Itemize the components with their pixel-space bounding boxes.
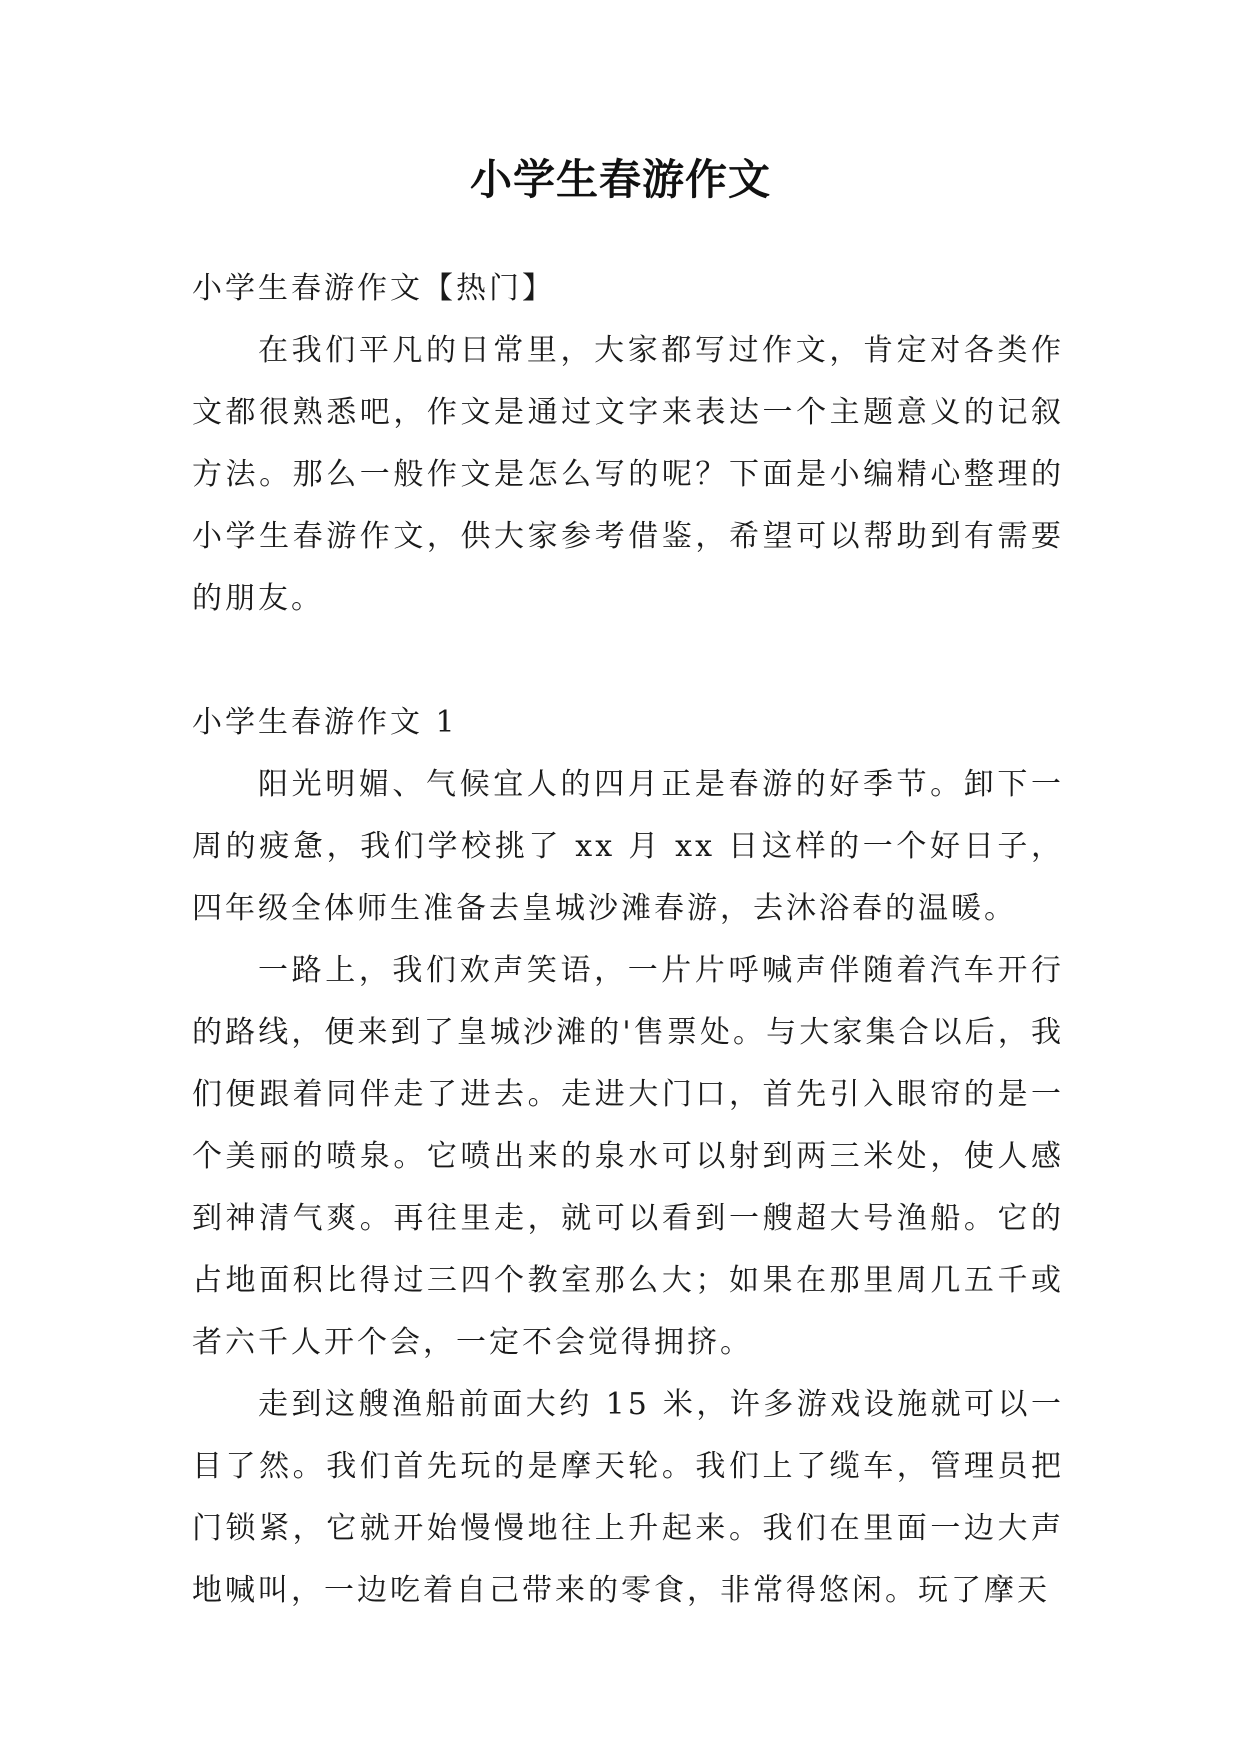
- section-heading: 小学生春游作文 1: [192, 705, 458, 740]
- document-subtitle: 小学生春游作文【热门】: [192, 271, 555, 306]
- document-title: 小学生春游作文: [469, 155, 771, 204]
- intro-paragraph: 在我们平凡的日常里，大家都写过作文，肯定对各类作文都很熟悉吧，作文是通过文字来表达一个主题意义的记叙方法。那么一般作文是怎么写的呢？下面是小编精心整理的小学生春游作文，供大家参考借鉴，希望可以帮助到有需要的朋友。: [192, 333, 1064, 616]
- document-body: [192, 258, 1064, 1622]
- body-paragraph: 一路上，我们欢声笑语，一片片呼喊声伴随着汽车开行的路线，便来到了皇城沙滩的'售票处。与大家集合以后，我们便跟着同伴走了进去。走进大门口，首先引入眼帘的是一个美丽的喷泉。它喷出来的泉水可以射到两三米处，使人感到神清气爽。再往里走，就可以看到一艘超大号渔船。它的占地面积比得过三四个教室那么大；如果在那里周几五千或者六千人开个会，一定不会觉得拥挤。: [192, 953, 1064, 1360]
- paragraph-spacer: [192, 630, 1064, 692]
- body-paragraph: 阳光明媚、气候宜人的四月正是春游的好季节。卸下一周的疲惫，我们学校挑了 xx 月 xx 日这样的一个好日子，四年级全体师生准备去皇城沙滩春游，去沐浴春的温暖。: [192, 767, 1064, 926]
- body-paragraph: 走到这艘渔船前面大约 15 米，许多游戏设施就可以一目了然。我们首先玩的是摩天轮。我们上了缆车，管理员把门锁紧，它就开始慢慢地往上升起来。我们在里面一边大声地喊叫，一边吃着自己带来的零食，非常得悠闲。玩了摩天: [192, 1387, 1064, 1608]
